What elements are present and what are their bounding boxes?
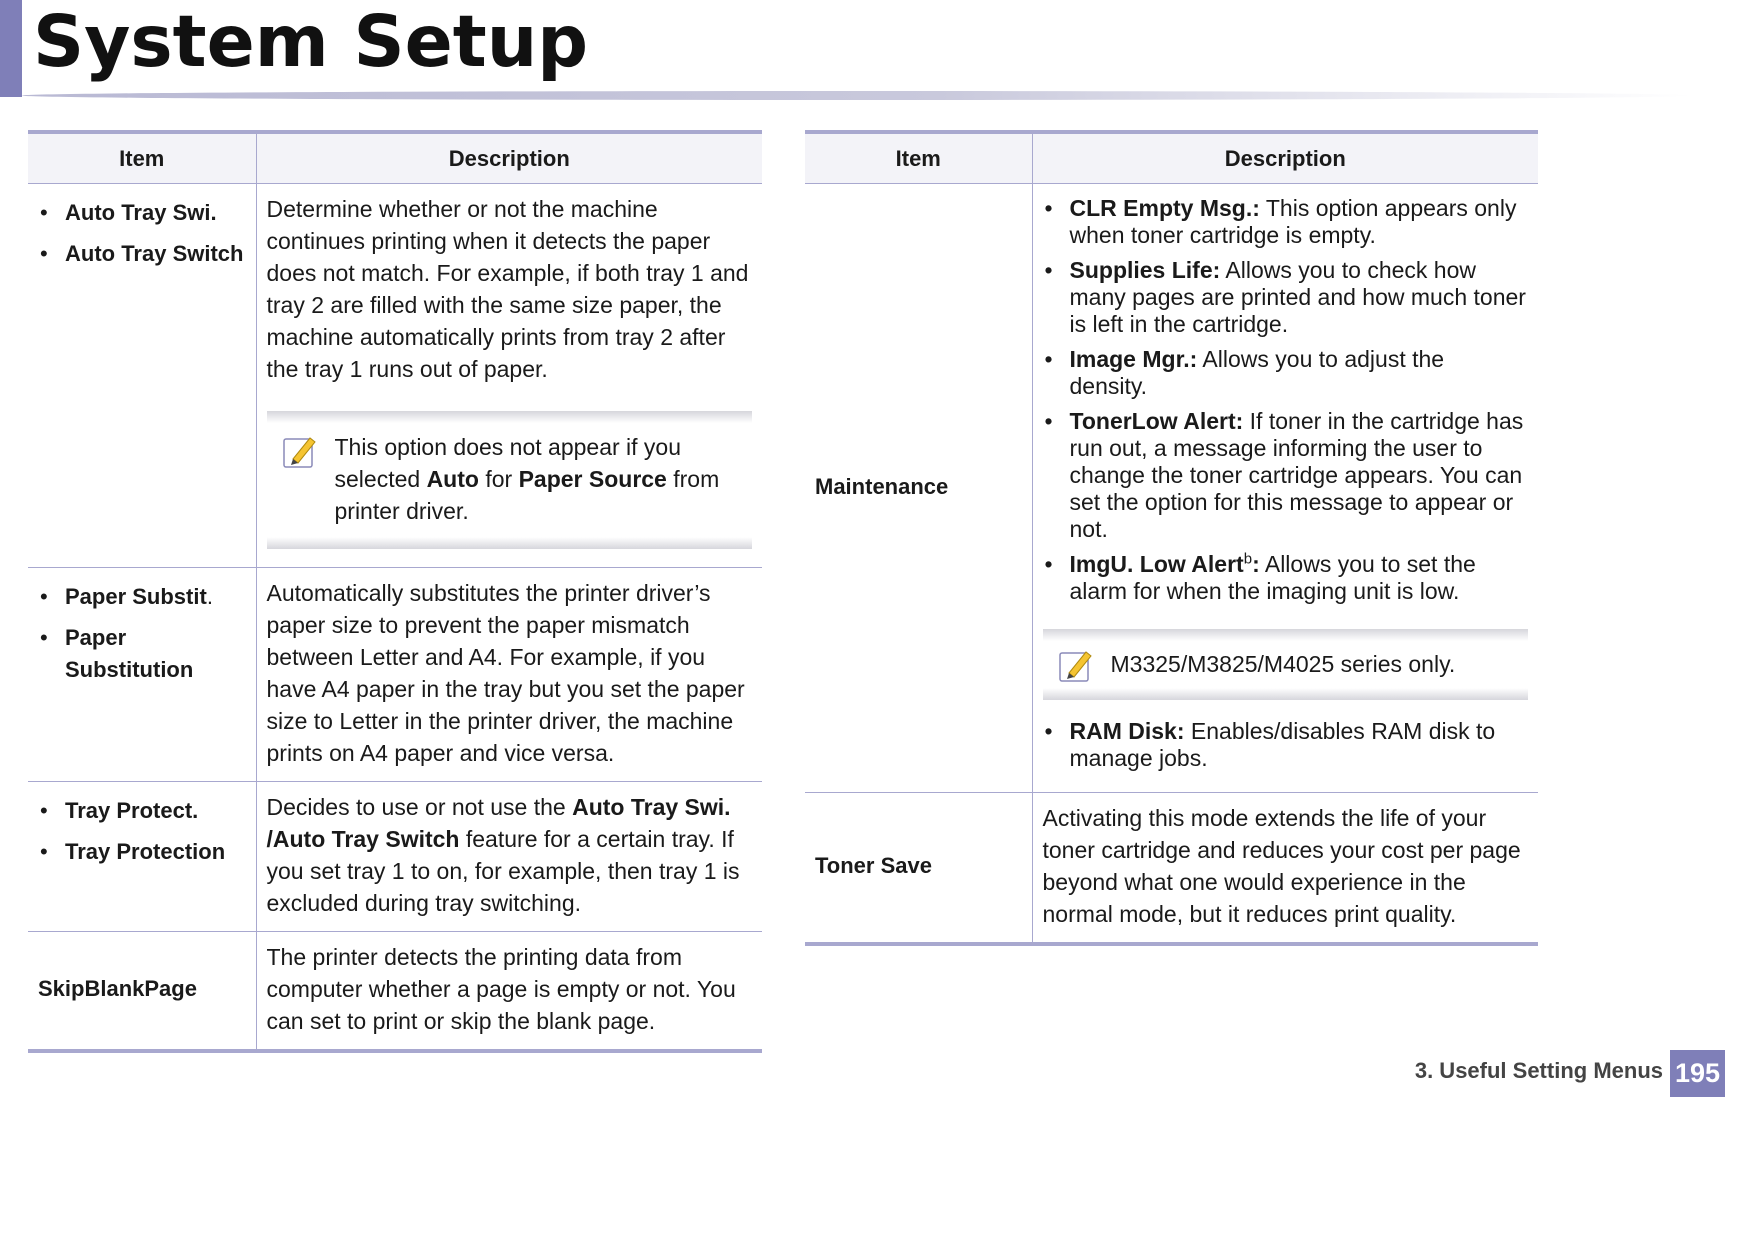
page-number: 195 bbox=[1670, 1050, 1725, 1097]
list-item: • CLR Empty Msg.: This option appears only when toner cartridge is empty. bbox=[1043, 195, 1529, 249]
item-name: • Tray Protect. bbox=[38, 795, 246, 827]
left-settings-table bbox=[28, 130, 762, 1053]
note-text: This option does not appear if you selected Auto for Paper Source from printer driver. bbox=[334, 434, 720, 524]
item-name: • Auto Tray Switch bbox=[38, 238, 246, 270]
table-header-row bbox=[28, 132, 762, 184]
item-name: Maintenance bbox=[805, 184, 1032, 793]
description-text: Determine whether or not the machine continues printing when it detects the paper does not match. For example, if both tray 1 and tray 2 are filled with the same size paper, the machine automatically prints from tray 2 after the tray 1 runs out of paper. bbox=[266, 196, 749, 382]
item-name: Toner Save bbox=[805, 793, 1032, 945]
column-header-description: Description bbox=[256, 132, 762, 184]
table-row bbox=[28, 568, 762, 782]
title-divider bbox=[22, 91, 1692, 100]
item-name: • Auto Tray Swi. bbox=[38, 197, 246, 229]
list-item: • Supplies Life: Allows you to check how many pages are printed and how much toner is left in the cartridge. bbox=[1043, 257, 1529, 338]
list-item: • Image Mgr.: Allows you to adjust the density. bbox=[1043, 346, 1529, 400]
note-pencil-icon bbox=[1057, 647, 1095, 685]
footer-chapter-label: 3. Useful Setting Menus bbox=[1414, 1058, 1663, 1083]
table-row bbox=[28, 782, 762, 932]
table-row bbox=[805, 793, 1538, 945]
list-item: • TonerLow Alert: If toner in the cartridge has run out, a message informing the user to change the toner cartridge appears. You can set the option for this message to appear or not. bbox=[1043, 408, 1529, 543]
table-row bbox=[28, 184, 762, 568]
description-cell: Decides to use or not use the Auto Tray Swi. /Auto Tray Switch feature for a certain tray. If you set tray 1 to on, for example, then tray 1 is excluded during tray switching. bbox=[256, 782, 762, 932]
column-header-description: Description bbox=[1032, 132, 1538, 184]
column-header-item: Item bbox=[28, 132, 256, 184]
item-name: • Paper Substit. bbox=[38, 581, 246, 613]
description-cell: Activating this mode extends the life of your toner cartridge and reduces your cost per page beyond what one would experience in the normal mode, but it reduces print quality. bbox=[1032, 793, 1538, 945]
item-name: • Paper Substitution bbox=[38, 622, 246, 686]
header-accent-bar bbox=[0, 0, 22, 97]
item-name: • Tray Protection bbox=[38, 836, 246, 868]
description-cell bbox=[1032, 184, 1538, 793]
list-item: • RAM Disk: Enables/disables RAM disk to manage jobs. bbox=[1043, 718, 1529, 772]
table-row bbox=[28, 932, 762, 1052]
item-cell bbox=[28, 184, 256, 568]
column-header-item: Item bbox=[805, 132, 1032, 184]
note-text: M3325/M3825/M4025 series only. bbox=[1110, 651, 1456, 677]
table-header-row bbox=[805, 132, 1538, 184]
right-settings-table bbox=[805, 130, 1538, 946]
list-item: • ImgU. Low Alert$^b$: Allows you to set the alarm for when the imaging unit is low. bbox=[1043, 551, 1529, 605]
item-name: SkipBlankPage bbox=[28, 932, 256, 1052]
item-cell bbox=[28, 568, 256, 782]
note-box bbox=[1043, 629, 1529, 700]
description-cell: Automatically substitutes the printer driver’s paper size to prevent the paper mismatch between Letter and A4. For example, if you have A4 paper in the tray but you set the paper size to Letter in the printer driver, the machine prints on A4 paper and vice versa. bbox=[256, 568, 762, 782]
page-title: System Setup bbox=[33, 0, 589, 83]
item-cell bbox=[28, 782, 256, 932]
description-cell bbox=[256, 184, 762, 568]
note-pencil-icon bbox=[281, 433, 319, 471]
description-cell: The printer detects the printing data from computer whether a page is empty or not. You can set to print or skip the blank page. bbox=[256, 932, 762, 1052]
table-row bbox=[805, 184, 1538, 793]
note-box bbox=[267, 411, 753, 549]
